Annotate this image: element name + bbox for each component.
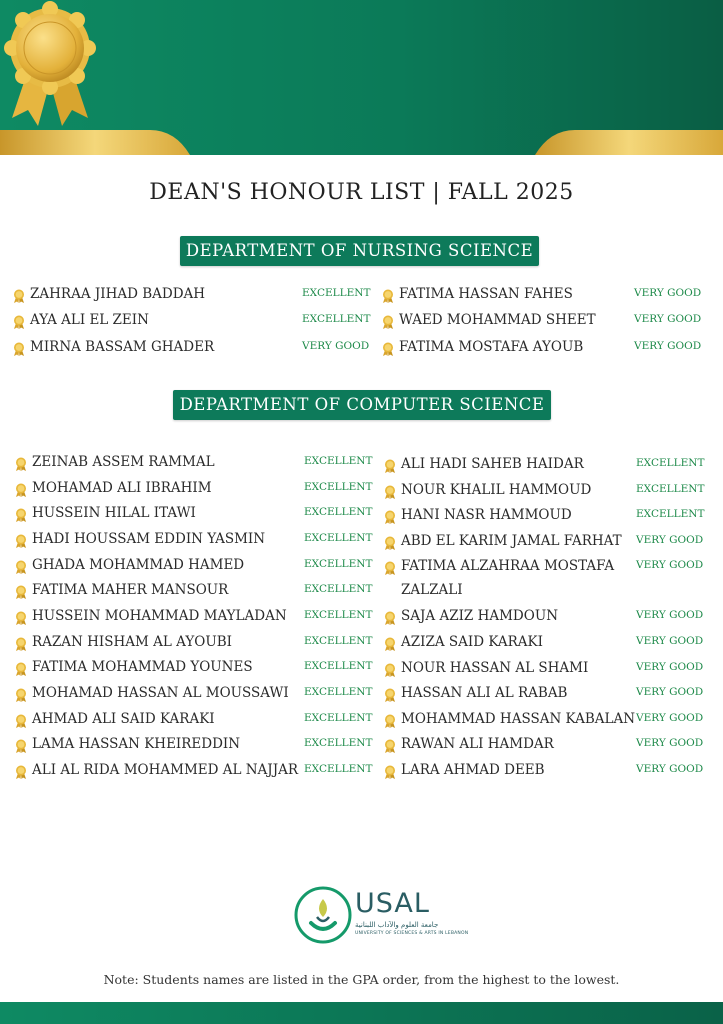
- student-grade: VERY GOOD: [636, 737, 704, 750]
- student-grade: EXCELLENT: [304, 660, 373, 673]
- gold-medal-icon: [15, 738, 27, 752]
- student-row: [15, 608, 375, 628]
- student-grade: EXCELLENT: [304, 608, 373, 621]
- student-row: [384, 533, 704, 553]
- student-row: [384, 558, 704, 578]
- gold-medal-icon: [13, 314, 25, 328]
- student-name: ZEINAB ASSEM RAMMAL: [32, 454, 215, 470]
- student-name: GHADA MOHAMMAD HAMED: [32, 556, 245, 573]
- student-name: RAWAN ALI HAMDAR: [401, 736, 554, 753]
- student-row: [382, 286, 702, 306]
- gold-medal-icon: [13, 341, 25, 355]
- student-grade: VERY GOOD: [636, 533, 704, 546]
- gold-medal-icon: [384, 738, 396, 752]
- gold-medal-icon: [15, 713, 27, 727]
- student-grade: EXCELLENT: [302, 313, 371, 326]
- student-row: [13, 286, 373, 306]
- student-name: ALI AL RIDA MOHAMMED AL NAJJAR: [32, 761, 299, 778]
- student-grade: VERY GOOD: [636, 660, 704, 673]
- student-name: MOHAMAD HASSAN AL MOUSSAWI: [32, 684, 289, 701]
- student-name: SAJA AZIZ HAMDOUN: [401, 608, 559, 625]
- student-row: [15, 736, 375, 756]
- footer-band: [0, 1002, 723, 1024]
- student-name: WAED MOHAMMAD SHEET: [399, 312, 596, 329]
- student-row: [13, 312, 373, 332]
- student-row: [15, 711, 375, 731]
- student-row: [384, 685, 704, 705]
- student-grade: EXCELLENT: [636, 482, 705, 495]
- gold-medal-icon: [15, 610, 27, 624]
- gold-medal-icon: [384, 610, 396, 624]
- student-row: [15, 634, 375, 654]
- student-grade: EXCELLENT: [304, 531, 373, 544]
- student-name: RAZAN HISHAM AL AYOUBI: [32, 633, 232, 650]
- student-row: [15, 454, 375, 474]
- gold-medal-icon: [15, 482, 27, 496]
- student-grade: VERY GOOD: [634, 339, 702, 352]
- student-row: [15, 582, 375, 602]
- student-name: HUSSEIN HILAL ITAWI: [32, 505, 196, 522]
- student-grade: EXCELLENT: [304, 455, 373, 467]
- student-row: [384, 507, 704, 527]
- gold-medal-icon: [382, 341, 394, 355]
- student-row: [384, 482, 704, 502]
- student-name: FATIMA MOHAMMAD YOUNES: [32, 659, 253, 676]
- student-grade: VERY GOOD: [636, 686, 704, 699]
- gold-medal-icon: [384, 636, 396, 650]
- student-row: [15, 480, 375, 500]
- header-gold-curves: [0, 0, 723, 155]
- student-row: [384, 711, 704, 731]
- student-row: [384, 660, 704, 680]
- student-grade: EXCELLENT: [304, 557, 373, 570]
- gold-medal-icon: [15, 661, 27, 675]
- student-grade: VERY GOOD: [636, 609, 704, 622]
- student-grade: VERY GOOD: [636, 711, 704, 724]
- student-row: [384, 634, 704, 654]
- student-name: ALI HADI SAHEB HAIDAR: [401, 456, 584, 472]
- student-name: MOHAMAD ALI IBRAHIM: [32, 479, 212, 496]
- student-row: [384, 736, 704, 756]
- gold-medal-icon: [384, 535, 396, 549]
- student-name: FATIMA ALZAHRAA MOSTAFA: [401, 558, 615, 575]
- dept-header-computer-science: DEPARTMENT OF COMPUTER SCIENCE: [173, 390, 551, 420]
- medal-rosette-icon: [0, 0, 100, 130]
- student-name: FATIMA HASSAN FAHES: [399, 286, 573, 302]
- gold-medal-icon: [15, 559, 27, 573]
- gold-medal-icon: [384, 662, 396, 676]
- gold-medal-icon: [384, 687, 396, 701]
- student-grade: EXCELLENT: [636, 508, 705, 521]
- student-name: MIRNA BASSAM GHADER: [30, 338, 215, 355]
- student-name: HUSSEIN MOHAMMAD MAYLADAN: [32, 607, 287, 624]
- student-name: HASSAN ALI AL RABAB: [401, 685, 568, 702]
- student-name: ZAHRAA JIHAD BADDAH: [30, 286, 206, 302]
- student-row: [15, 659, 375, 679]
- student-grade: EXCELLENT: [304, 634, 373, 647]
- student-row: [15, 762, 375, 782]
- gold-medal-icon: [15, 764, 27, 778]
- gold-medal-icon: [382, 314, 394, 328]
- logo-arabic-name: جامعة العلوم والآداب اللبنانية: [355, 921, 439, 929]
- gold-medal-icon: [382, 288, 394, 302]
- student-grade: VERY GOOD: [634, 287, 702, 299]
- student-name: NOUR KHALIL HAMMOUD: [401, 481, 592, 498]
- gold-medal-icon: [13, 288, 25, 302]
- gpa-order-note: Note: Students names are listed in the GPA order, from the highest to the lowest.: [103, 972, 620, 987]
- dept-header-nursing: DEPARTMENT OF NURSING SCIENCE: [180, 236, 539, 266]
- student-row: [15, 531, 375, 551]
- header-band: [0, 0, 723, 155]
- page-title: DEAN'S HONOUR LIST | FALL 2025: [149, 180, 574, 205]
- student-name: LARA AHMAD DEEB: [401, 762, 545, 778]
- student-grade: EXCELLENT: [304, 480, 373, 493]
- student-row: [13, 339, 373, 359]
- gold-medal-icon: [15, 533, 27, 547]
- student-row: [15, 505, 375, 525]
- student-grade: EXCELLENT: [304, 737, 373, 750]
- gold-medal-icon: [384, 509, 396, 523]
- student-name-line2: ZALZALI: [401, 582, 463, 599]
- student-grade: EXCELLENT: [636, 457, 705, 469]
- student-name: ABD EL KARIM JAMAL FARHAT: [401, 532, 622, 549]
- student-grade: EXCELLENT: [304, 711, 373, 724]
- student-grade: EXCELLENT: [304, 583, 373, 596]
- gold-medal-icon: [15, 687, 27, 701]
- gold-medal-icon: [15, 636, 27, 650]
- gold-medal-icon: [384, 484, 396, 498]
- student-name: NOUR HASSAN AL SHAMI: [401, 659, 589, 676]
- student-name: FATIMA MOSTAFA AYOUB: [399, 338, 584, 355]
- student-grade: EXCELLENT: [304, 506, 373, 519]
- student-row: [384, 608, 704, 628]
- gold-medal-icon: [384, 764, 396, 778]
- student-row: [382, 312, 702, 332]
- student-name: FATIMA MAHER MANSOUR: [32, 582, 229, 599]
- logo-english-name: UNIVERSITY OF SCIENCES & ARTS IN LEBANON: [355, 931, 469, 936]
- student-name: AZIZA SAID KARAKI: [401, 634, 543, 650]
- gold-medal-icon: [15, 456, 27, 470]
- student-name: MOHAMMAD HASSAN KABALAN: [401, 710, 636, 727]
- student-grade: VERY GOOD: [636, 559, 704, 572]
- student-grade: EXCELLENT: [302, 287, 371, 299]
- student-name: HADI HOUSSAM EDDIN YASMIN: [32, 530, 266, 547]
- gold-medal-icon: [15, 584, 27, 598]
- student-grade: EXCELLENT: [304, 762, 373, 775]
- student-grade: VERY GOOD: [636, 763, 704, 775]
- student-row: [384, 456, 704, 476]
- logo-wordmark: USAL: [355, 888, 430, 919]
- gold-medal-icon: [384, 560, 396, 574]
- student-grade: VERY GOOD: [634, 313, 702, 326]
- student-name: AYA ALI EL ZEIN: [30, 312, 149, 329]
- student-name: HANI NASR HAMMOUD: [401, 507, 572, 524]
- student-row: [384, 762, 704, 782]
- student-grade: VERY GOOD: [636, 635, 704, 647]
- student-row: [382, 339, 702, 359]
- gold-medal-icon: [384, 713, 396, 727]
- student-row: [15, 685, 375, 705]
- student-name: LAMA HASSAN KHEIREDDIN: [32, 736, 241, 753]
- student-name: AHMAD ALI SAID KARAKI: [32, 710, 215, 727]
- gold-medal-icon: [384, 458, 396, 472]
- student-row: [15, 557, 375, 577]
- student-grade: VERY GOOD: [302, 339, 370, 352]
- gold-medal-icon: [15, 507, 27, 521]
- student-grade: EXCELLENT: [304, 685, 373, 698]
